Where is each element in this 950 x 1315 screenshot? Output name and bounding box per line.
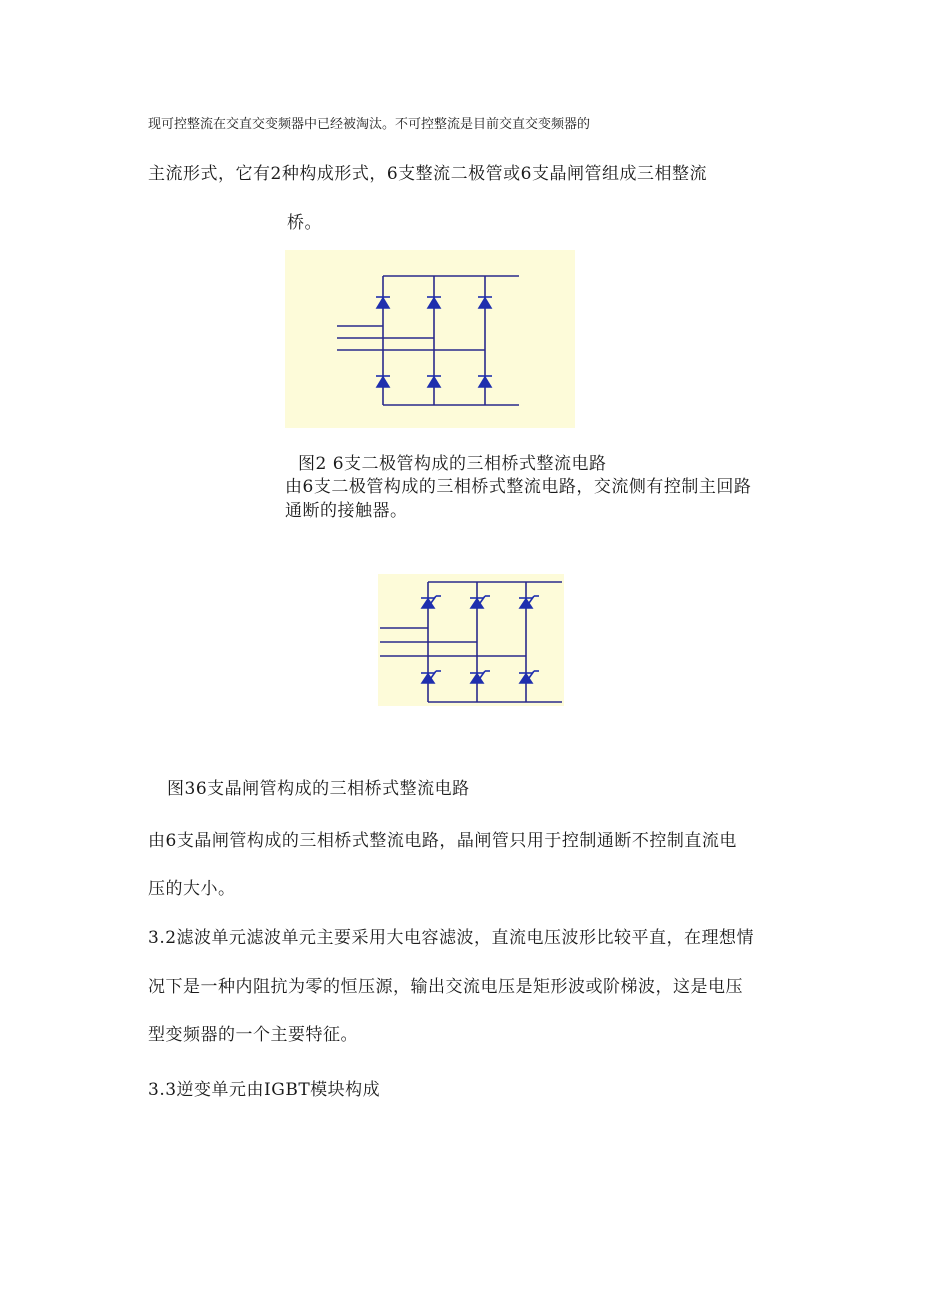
figure-caption: 图36支晶闸管构成的三相桥式整流电路: [167, 779, 470, 799]
paragraph-line: 桥。: [287, 213, 322, 233]
diode-bridge-figure: [285, 250, 575, 428]
paragraph-line: 型变频器的一个主要特征。: [148, 1025, 358, 1045]
paragraph-line: 压的大小。: [148, 879, 236, 899]
figure-description: 通断的接触器。: [285, 501, 408, 521]
paragraph-line: 主流形式，它有2种构成形式，6支整流二极管或6支晶闸管组成三相整流: [148, 164, 707, 184]
thyristor-bridge-figure: [378, 574, 564, 706]
section-heading: 3.3逆变单元由IGBT模块构成: [148, 1080, 381, 1100]
paragraph-line: 3.2滤波单元滤波单元主要采用大电容滤波，直流电压波形比较平直，在理想情: [148, 928, 755, 948]
paragraph-line: 况下是一种内阻抗为零的恒压源，输出交流电压是矩形波或阶梯波，这是电压: [148, 977, 743, 997]
paragraph-line: 由6支晶闸管构成的三相桥式整流电路，晶闸管只用于控制通断不控制直流电: [148, 831, 737, 851]
intro-line: 现可控整流在交直交变频器中已经被淘汰。不可控整流是目前交直交变频器的: [148, 117, 591, 132]
figure-caption: 图2 6支二极管构成的三相桥式整流电路: [298, 454, 607, 474]
figure-description: 由6支二极管构成的三相桥式整流电路，交流侧有控制主回路: [285, 477, 752, 497]
